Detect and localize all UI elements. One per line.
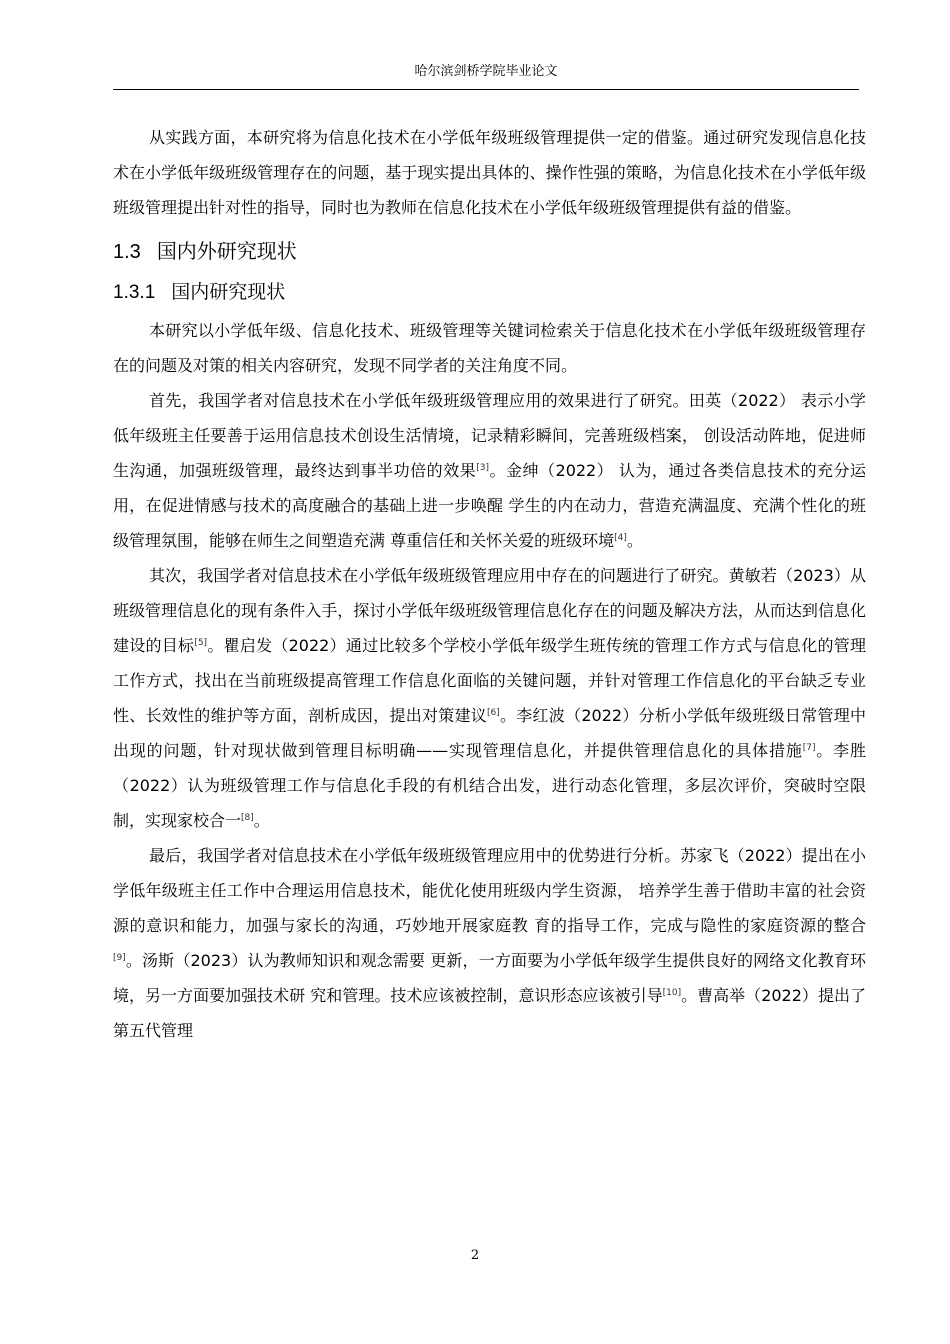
page-number: 2 [470,1248,480,1263]
document-body [113,120,866,1048]
paragraph-practice: 从实践方面，本研究将为信息化技术在小学低年级班级管理提供一定的借鉴。通过研究发现信息化技术在小学低年级班级管理存在的问题，基于现实提出具体的、操作性强的策略，为信息化技术在小学低年级班级管理提出针对性的指导，同时也为教师在信息化技术在小学低年级班级管理提供有益的借鉴。 [113,128,866,217]
paragraph-text: 。汤斯（2023）认为教师知识和观念需要 更新，一方面要为小学低年级学生提供良好的网络文化教育环境，另一方面要加强技术研 究和管理。技术应该被控制，意识形态应该被引导 [113,951,866,1005]
paragraph-text: 最后，我国学者对信息技术在小学低年级班级管理应用中的优势进行分析。苏家飞（2022）提出在小学低年级班主任工作中合理运用信息技术，能优化使用班级内学生资源， 培养学生善于借助丰富的社会资源的意识和能力，加强与家长的沟通，巧妙地开展家庭教 育的指导工作，完成与隐性的家庭资源的整合 [113,846,866,935]
paragraph-second [113,558,866,838]
citation-9[interactable]: [9] [113,953,126,963]
citation-6[interactable]: [6] [487,708,500,718]
paragraph-text: 。金绅（2022） 认为，通过各类信息技术的充分运用，在促进情感与技术的高度融合的基础上进一步唤醒 学生的内在动力，营造充满温度、充满个性化的班级管理氛围，能够在师生之间塑造充满 尊重信任和关怀关爱的班级环境 [113,461,866,550]
citation-7[interactable]: [7] [802,743,816,753]
paragraph-text: 。李胜（2022）认为班级管理工作与信息化手段的有机结合出发，进行动态化管理，多层次评价，突破时空限制，实现家校合一 [113,741,866,830]
citation-3[interactable]: [3] [476,463,489,473]
paragraph-text: 首先，我国学者对信息技术在小学低年级班级管理应用的效果进行了研究。田英（2022） 表示小学低年级班主任要善于运用信息技术创设生活情境，记录精彩瞬间，完善班级档案， 创设活动阵地，促进师生沟通，加强班级管理，最终达到事半功倍的效果 [113,391,866,480]
paragraph-text: 。李红波（2022）分析小学低年级班级日常管理中出现的问题，针对现状做到管理目标明确——实现管理信息化，并提供管理信息化的具体措施 [113,706,866,760]
subsection-title: 国内研究现状 [171,281,286,303]
paragraph-last [113,838,866,1048]
subsection-number: 1.3.1 [113,282,156,303]
citation-8[interactable]: [8] [241,813,254,823]
paragraph-text: 其次，我国学者对信息技术在小学低年级班级管理应用中存在的问题进行了研究。黄敏若（2023）从班级管理信息化的现有条件入手，探讨小学低年级班级管理信息化存在的问题及解决方法，从而达到信息化建设的目标 [113,566,866,655]
header-title: 哈尔滨剑桥学院毕业论文 [414,64,558,79]
section-heading-1-3-1 [113,272,866,313]
section-title: 国内外研究现状 [156,239,297,263]
citation-10[interactable]: [10] [662,988,682,998]
paragraph-text: 。瞿启发（2022）通过比较多个学校小学低年级学生班传统的管理工作方式与信息化的管理工作方式，找出在当前班级提高管理工作信息化面临的关键问题，并针对管理工作信息化的平台缺乏专业性、长效性的维护等方面，剖析成因，提出对策建议 [113,636,866,725]
section-heading-1-3 [113,231,866,272]
page-header [113,62,859,90]
citation-4[interactable]: [4] [614,533,627,543]
paragraph-first [113,383,866,558]
paragraph-text: 。 [626,531,643,550]
citation-5[interactable]: [5] [194,638,208,648]
paragraph-intro: 本研究以小学低年级、信息化技术、班级管理等关键词检索关于信息化技术在小学低年级班级管理存在的问题及对策的相关内容研究，发现不同学者的关注角度不同。 [113,321,866,375]
section-number: 1.3 [113,241,141,263]
paragraph-text: 。 [253,811,270,830]
paragraph-text: 。曹高举（2022）提出了第五代管理 [113,986,866,1040]
